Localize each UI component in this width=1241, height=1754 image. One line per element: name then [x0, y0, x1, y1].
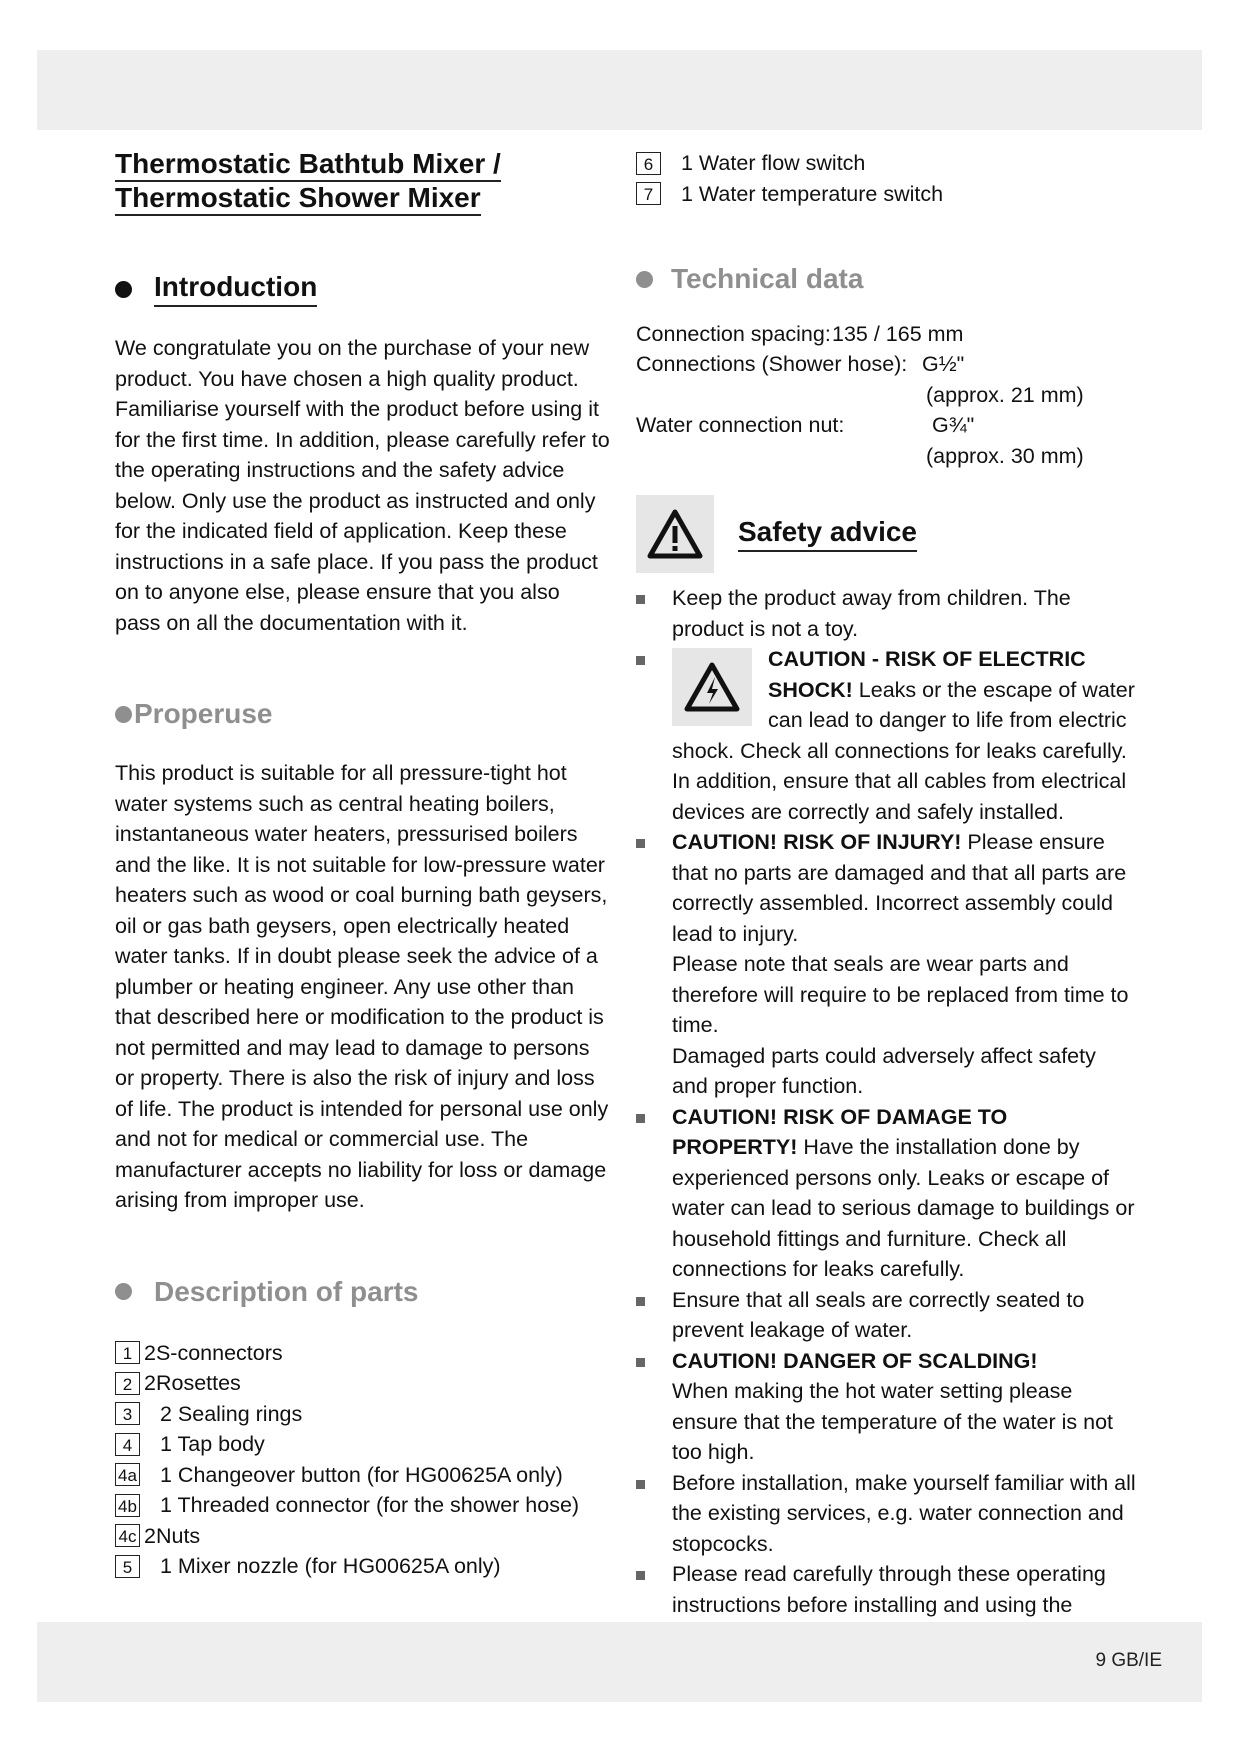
list-item: CAUTION! RISK OF DAMAGE TO PROPERTY! Have the installation done by experienced persons only. Leaks or escape of water can lead to serious damage to buildings or household fittings and furniture. Check all connections for leaks carefully. — [636, 1102, 1136, 1285]
electric-shock-warning-icon — [672, 648, 752, 726]
footer-band — [37, 1622, 1202, 1702]
title-line-1: Thermostatic Bathtub Mixer / — [115, 148, 501, 182]
title-line-2: Thermostatic Shower Mixer — [115, 182, 481, 216]
left-column — [115, 148, 610, 1582]
list-item: Please read carefully through these operating instructions before installing and using the — [636, 1559, 1136, 1651]
hose-value: G½" — [922, 352, 965, 376]
list-item: 3 2 Sealing rings — [115, 1399, 610, 1430]
document-title — [115, 148, 610, 216]
section-bullet-icon — [636, 271, 653, 288]
page-number: 9 GB/IE — [1095, 1650, 1162, 1671]
safety-heading: Safety advice — [636, 495, 1136, 573]
right-column — [636, 148, 1136, 1651]
list-item: 2 2Rosettes — [115, 1368, 610, 1399]
list-item: 7 1 Water temperature switch — [636, 179, 1136, 210]
square-bullet-icon — [636, 1358, 645, 1367]
square-bullet-icon — [636, 1114, 645, 1123]
parts-heading: Description of parts — [115, 1272, 610, 1312]
list-item: 5 1 Mixer nozzle (for HG00625A only) — [115, 1551, 610, 1582]
technical-heading: Technical data — [636, 259, 1136, 299]
list-item: Before installation, make yourself familiar with all the existing services, e.g. water connection and stopcocks. — [636, 1468, 1136, 1560]
introduction-heading: Introduction — [115, 269, 610, 309]
parts-list — [115, 1338, 610, 1582]
nut-approx: (approx. 30 mm) — [926, 444, 1084, 468]
parts-list-continued — [636, 148, 1136, 209]
safety-list — [636, 583, 1136, 1651]
square-bullet-icon — [636, 595, 645, 604]
technical-data — [636, 319, 1136, 471]
list-item: CAUTION - RISK OF ELECTRIC SHOCK! Leaks or the escape of water can lead to danger to life from electric shock. Check all connections for leaks carefully. In addition, ensure that all cables from electrical devices are correctly and safely installed. — [636, 644, 1136, 827]
list-item: 1 2S-connectors — [115, 1338, 610, 1369]
list-item: 6 1 Water flow switch — [636, 148, 1136, 179]
hose-approx: (approx. 21 mm) — [926, 383, 1084, 407]
nut-label: Water connection nut: — [636, 413, 845, 437]
square-bullet-icon — [636, 1297, 645, 1306]
header-band — [37, 50, 1202, 130]
section-bullet-icon — [115, 281, 132, 298]
list-item: CAUTION! RISK OF INJURY! Please ensure that no parts are damaged and that all parts are correctly assembled. Incorrect assembly could lead to injury. Please note that seals are wear parts and therefore will require to be replaced from time to time. Damaged parts could adversely affect safety and proper function. — [636, 827, 1136, 1102]
list-item: Keep the product away from children. The product is not a toy. — [636, 583, 1136, 644]
section-bullet-icon — [115, 1283, 132, 1300]
list-item: 4 1 Tap body — [115, 1429, 610, 1460]
warning-triangle-icon — [636, 495, 714, 573]
section-bullet-icon — [115, 706, 132, 723]
proper-use-heading: Properuse — [115, 694, 610, 734]
square-bullet-icon — [636, 1480, 645, 1489]
nut-value: G¾" — [932, 413, 975, 437]
proper-use-text: This product is suitable for all pressure-tight hot water systems such as central heating boilers, instantaneous water heaters, pressurised boilers and the like. It is not suitable for low-pressure water heaters such as wood or coal burning bath geysers, oil or gas bath geysers, open electrically heated water tanks. If in doubt please seek the advice of a plumber or heating engineer. Any use other than that described here or modification to the product is not permitted and may lead to damage to persons or property. There is also the risk of injury and loss of life. The product is intended for personal use only and not for medical or commercial use. The manufacturer accepts no liability for loss or damage arising from improper use. — [115, 761, 609, 1212]
list-item: 4a 1 Changeover button (for HG00625A only) — [115, 1460, 610, 1491]
square-bullet-icon — [636, 656, 645, 665]
list-item: Ensure that all seals are correctly seated to prevent leakage of water. — [636, 1285, 1136, 1346]
list-item: 4b 1 Threaded connector (for the shower hose) — [115, 1490, 610, 1521]
square-bullet-icon — [636, 1571, 645, 1580]
hose-label: Connections (Shower hose): — [636, 352, 908, 376]
list-item: 4c 2Nuts — [115, 1521, 610, 1552]
spacing-label: Connection spacing: — [636, 322, 831, 346]
square-bullet-icon — [636, 839, 645, 848]
list-item: CAUTION! DANGER OF SCALDING! When making the hot water setting please ensure that the temperature of the water is not too high. — [636, 1346, 1136, 1468]
introduction-text: We congratulate you on the purchase of your new product. You have chosen a high quality product. Familiarise yourself with the product before using it for the first time. In addition, please carefully refer to the operating instructions and the safety advice below. Only use the product as instructed and only for the indicated field of application. Keep these instructions in a safe place. If you pass the product on to anyone else, please ensure that you also pass on all the documentation with it. — [115, 336, 610, 635]
spacing-value: 135 / 165 mm — [832, 322, 964, 346]
